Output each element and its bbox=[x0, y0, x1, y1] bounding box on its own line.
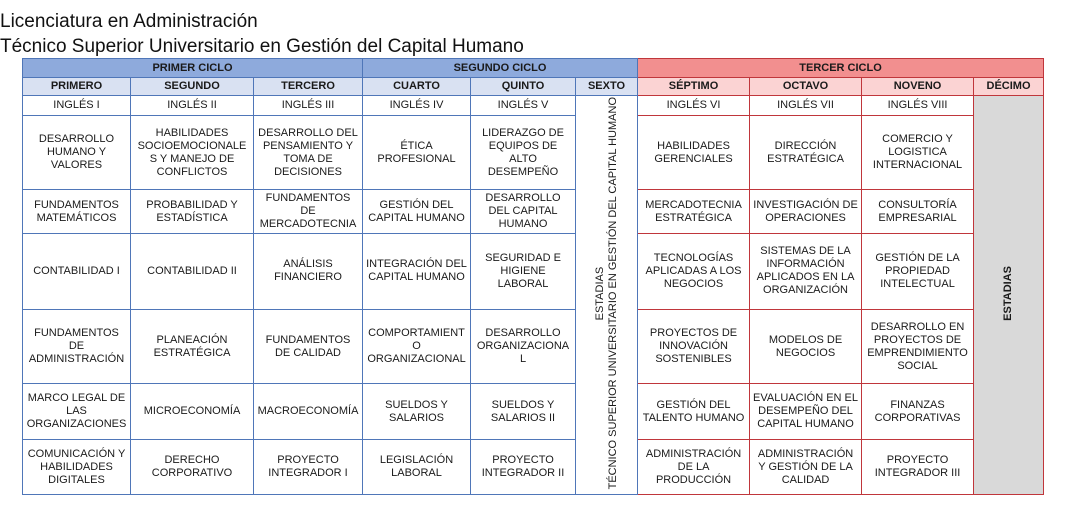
course-cell: FUNDAMENTOS DE CALIDAD bbox=[254, 309, 363, 384]
semester-header: SEXTO bbox=[576, 78, 638, 96]
course-cell: FINANZAS CORPORATIVAS bbox=[862, 384, 974, 440]
course-cell: INGLÉS V bbox=[471, 96, 576, 116]
course-cell: LIDERAZGO DE EQUIPOS DE ALTO DESEMPEÑO bbox=[471, 115, 576, 190]
course-cell: ADMINISTRACIÓN DE LA PRODUCCIÓN bbox=[638, 440, 750, 495]
course-row bbox=[23, 115, 1044, 190]
course-cell: GESTIÓN DEL TALENTO HUMANO bbox=[638, 384, 750, 440]
course-cell: INGLÉS VIII bbox=[862, 96, 974, 116]
semester-header: CUARTO bbox=[363, 78, 471, 96]
semester-header: DÉCIMO bbox=[974, 78, 1044, 96]
course-cell: HABILIDADES GERENCIALES bbox=[638, 115, 750, 190]
course-cell: CONTABILIDAD I bbox=[23, 233, 131, 309]
course-cell: MODELOS DE NEGOCIOS bbox=[750, 309, 862, 384]
course-cell: INGLÉS I bbox=[23, 96, 131, 116]
cycle-header-third: TERCER CICLO bbox=[638, 59, 1044, 78]
course-cell: HABILIDADES SOCIOEMOCIONALES Y MANEJO DE CONFLICTOS bbox=[131, 115, 254, 190]
course-cell: DESARROLLO ORGANIZACIONAL bbox=[471, 309, 576, 384]
course-cell: EVALUACIÓN EN EL DESEMPEÑO DEL CAPITAL HUMANO bbox=[750, 384, 862, 440]
course-cell: SEGURIDAD E HIGIENE LABORAL bbox=[471, 233, 576, 309]
cycle-header-second: SEGUNDO CICLO bbox=[363, 59, 638, 78]
course-cell: DESARROLLO DEL CAPITAL HUMANO bbox=[471, 190, 576, 234]
course-cell: GESTIÓN DEL CAPITAL HUMANO bbox=[363, 190, 471, 234]
course-cell: MERCADOTECNIA ESTRATÉGICA bbox=[638, 190, 750, 234]
course-cell: DERECHO CORPORATIVO bbox=[131, 440, 254, 495]
sexto-estadias-text: ESTADIAS TÉCNICO SUPERIOR UNIVERSITARIO EN GESTIÓN DEL CAPITAL HUMANO bbox=[593, 97, 619, 490]
course-cell: PROYECTO INTEGRADOR II bbox=[471, 440, 576, 495]
course-cell: SUELDOS Y SALARIOS II bbox=[471, 384, 576, 440]
course-cell: PROYECTO INTEGRADOR III bbox=[862, 440, 974, 495]
course-cell: DESARROLLO EN PROYECTOS DE EMPRENDIMIENTO SOCIAL bbox=[862, 309, 974, 384]
course-cell: MARCO LEGAL DE LAS ORGANIZACIONES bbox=[23, 384, 131, 440]
course-row bbox=[23, 96, 1044, 116]
page-title: Licenciatura en Administración bbox=[0, 11, 258, 32]
semester-header: SEGUNDO bbox=[131, 78, 254, 96]
course-cell: SISTEMAS DE LA INFORMACIÓN APLICADOS EN LA ORGANIZACIÓN bbox=[750, 233, 862, 309]
course-cell: PROYECTO INTEGRADOR I bbox=[254, 440, 363, 495]
course-cell: DESARROLLO HUMANO Y VALORES bbox=[23, 115, 131, 190]
course-cell: ANÁLISIS FINANCIERO bbox=[254, 233, 363, 309]
course-cell: GESTIÓN DE LA PROPIEDAD INTELECTUAL bbox=[862, 233, 974, 309]
course-cell: DIRECCIÓN ESTRATÉGICA bbox=[750, 115, 862, 190]
course-cell: MACROECONOMÍA bbox=[254, 384, 363, 440]
curriculum-table bbox=[22, 58, 1044, 495]
course-cell: COMERCIO Y LOGISTICA INTERNACIONAL bbox=[862, 115, 974, 190]
semester-header: PRIMERO bbox=[23, 78, 131, 96]
course-cell: LEGISLACIÓN LABORAL bbox=[363, 440, 471, 495]
decimo-estadias-text: ESTADIAS bbox=[1002, 265, 1015, 321]
semester-header: SÉPTIMO bbox=[638, 78, 750, 96]
course-cell: MICROECONOMÍA bbox=[131, 384, 254, 440]
sexto-estadias-cell bbox=[576, 96, 638, 495]
course-cell: FUNDAMENTOS DE MERCADOTECNIA bbox=[254, 190, 363, 234]
course-cell: ÉTICA PROFESIONAL bbox=[363, 115, 471, 190]
semester-header: TERCERO bbox=[254, 78, 363, 96]
course-cell: FUNDAMENTOS MATEMÁTICOS bbox=[23, 190, 131, 234]
semester-header: QUINTO bbox=[471, 78, 576, 96]
course-cell: CONTABILIDAD II bbox=[131, 233, 254, 309]
decimo-estadias-cell bbox=[974, 96, 1044, 495]
course-cell: COMPORTAMIENTO ORGANIZACIONAL bbox=[363, 309, 471, 384]
course-cell: FUNDAMENTOS DE ADMINISTRACIÓN bbox=[23, 309, 131, 384]
course-cell: INGLÉS VII bbox=[750, 96, 862, 116]
course-cell: COMUNICACIÓN Y HABILIDADES DIGITALES bbox=[23, 440, 131, 495]
course-cell: ADMINISTRACIÓN Y GESTIÓN DE LA CALIDAD bbox=[750, 440, 862, 495]
course-cell: PROBABILIDAD Y ESTADÍSTICA bbox=[131, 190, 254, 234]
course-cell: CONSULTORÍA EMPRESARIAL bbox=[862, 190, 974, 234]
cycle-header-first: PRIMER CICLO bbox=[23, 59, 363, 78]
course-cell: INGLÉS VI bbox=[638, 96, 750, 116]
course-row bbox=[23, 309, 1044, 384]
semester-header-row bbox=[23, 78, 1044, 96]
semester-header: OCTAVO bbox=[750, 78, 862, 96]
course-cell: INGLÉS IV bbox=[363, 96, 471, 116]
course-row bbox=[23, 384, 1044, 440]
course-row bbox=[23, 440, 1044, 495]
course-cell: INGLÉS II bbox=[131, 96, 254, 116]
course-cell: INGLÉS III bbox=[254, 96, 363, 116]
course-cell: INVESTIGACIÓN DE OPERACIONES bbox=[750, 190, 862, 234]
semester-header: NOVENO bbox=[862, 78, 974, 96]
course-row bbox=[23, 233, 1044, 309]
course-cell: SUELDOS Y SALARIOS bbox=[363, 384, 471, 440]
course-cell: PLANEACIÓN ESTRATÉGICA bbox=[131, 309, 254, 384]
course-cell: INTEGRACIÓN DEL CAPITAL HUMANO bbox=[363, 233, 471, 309]
course-cell: TECNOLOGÍAS APLICADAS A LOS NEGOCIOS bbox=[638, 233, 750, 309]
cycle-header-row bbox=[23, 59, 1044, 78]
course-row bbox=[23, 190, 1044, 234]
page-subtitle: Técnico Superior Universitario en Gestión del Capital Humano bbox=[0, 36, 524, 57]
course-cell: PROYECTOS DE INNOVACIÓN SOSTENIBLES bbox=[638, 309, 750, 384]
course-cell: DESARROLLO DEL PENSAMIENTO Y TOMA DE DECISIONES bbox=[254, 115, 363, 190]
